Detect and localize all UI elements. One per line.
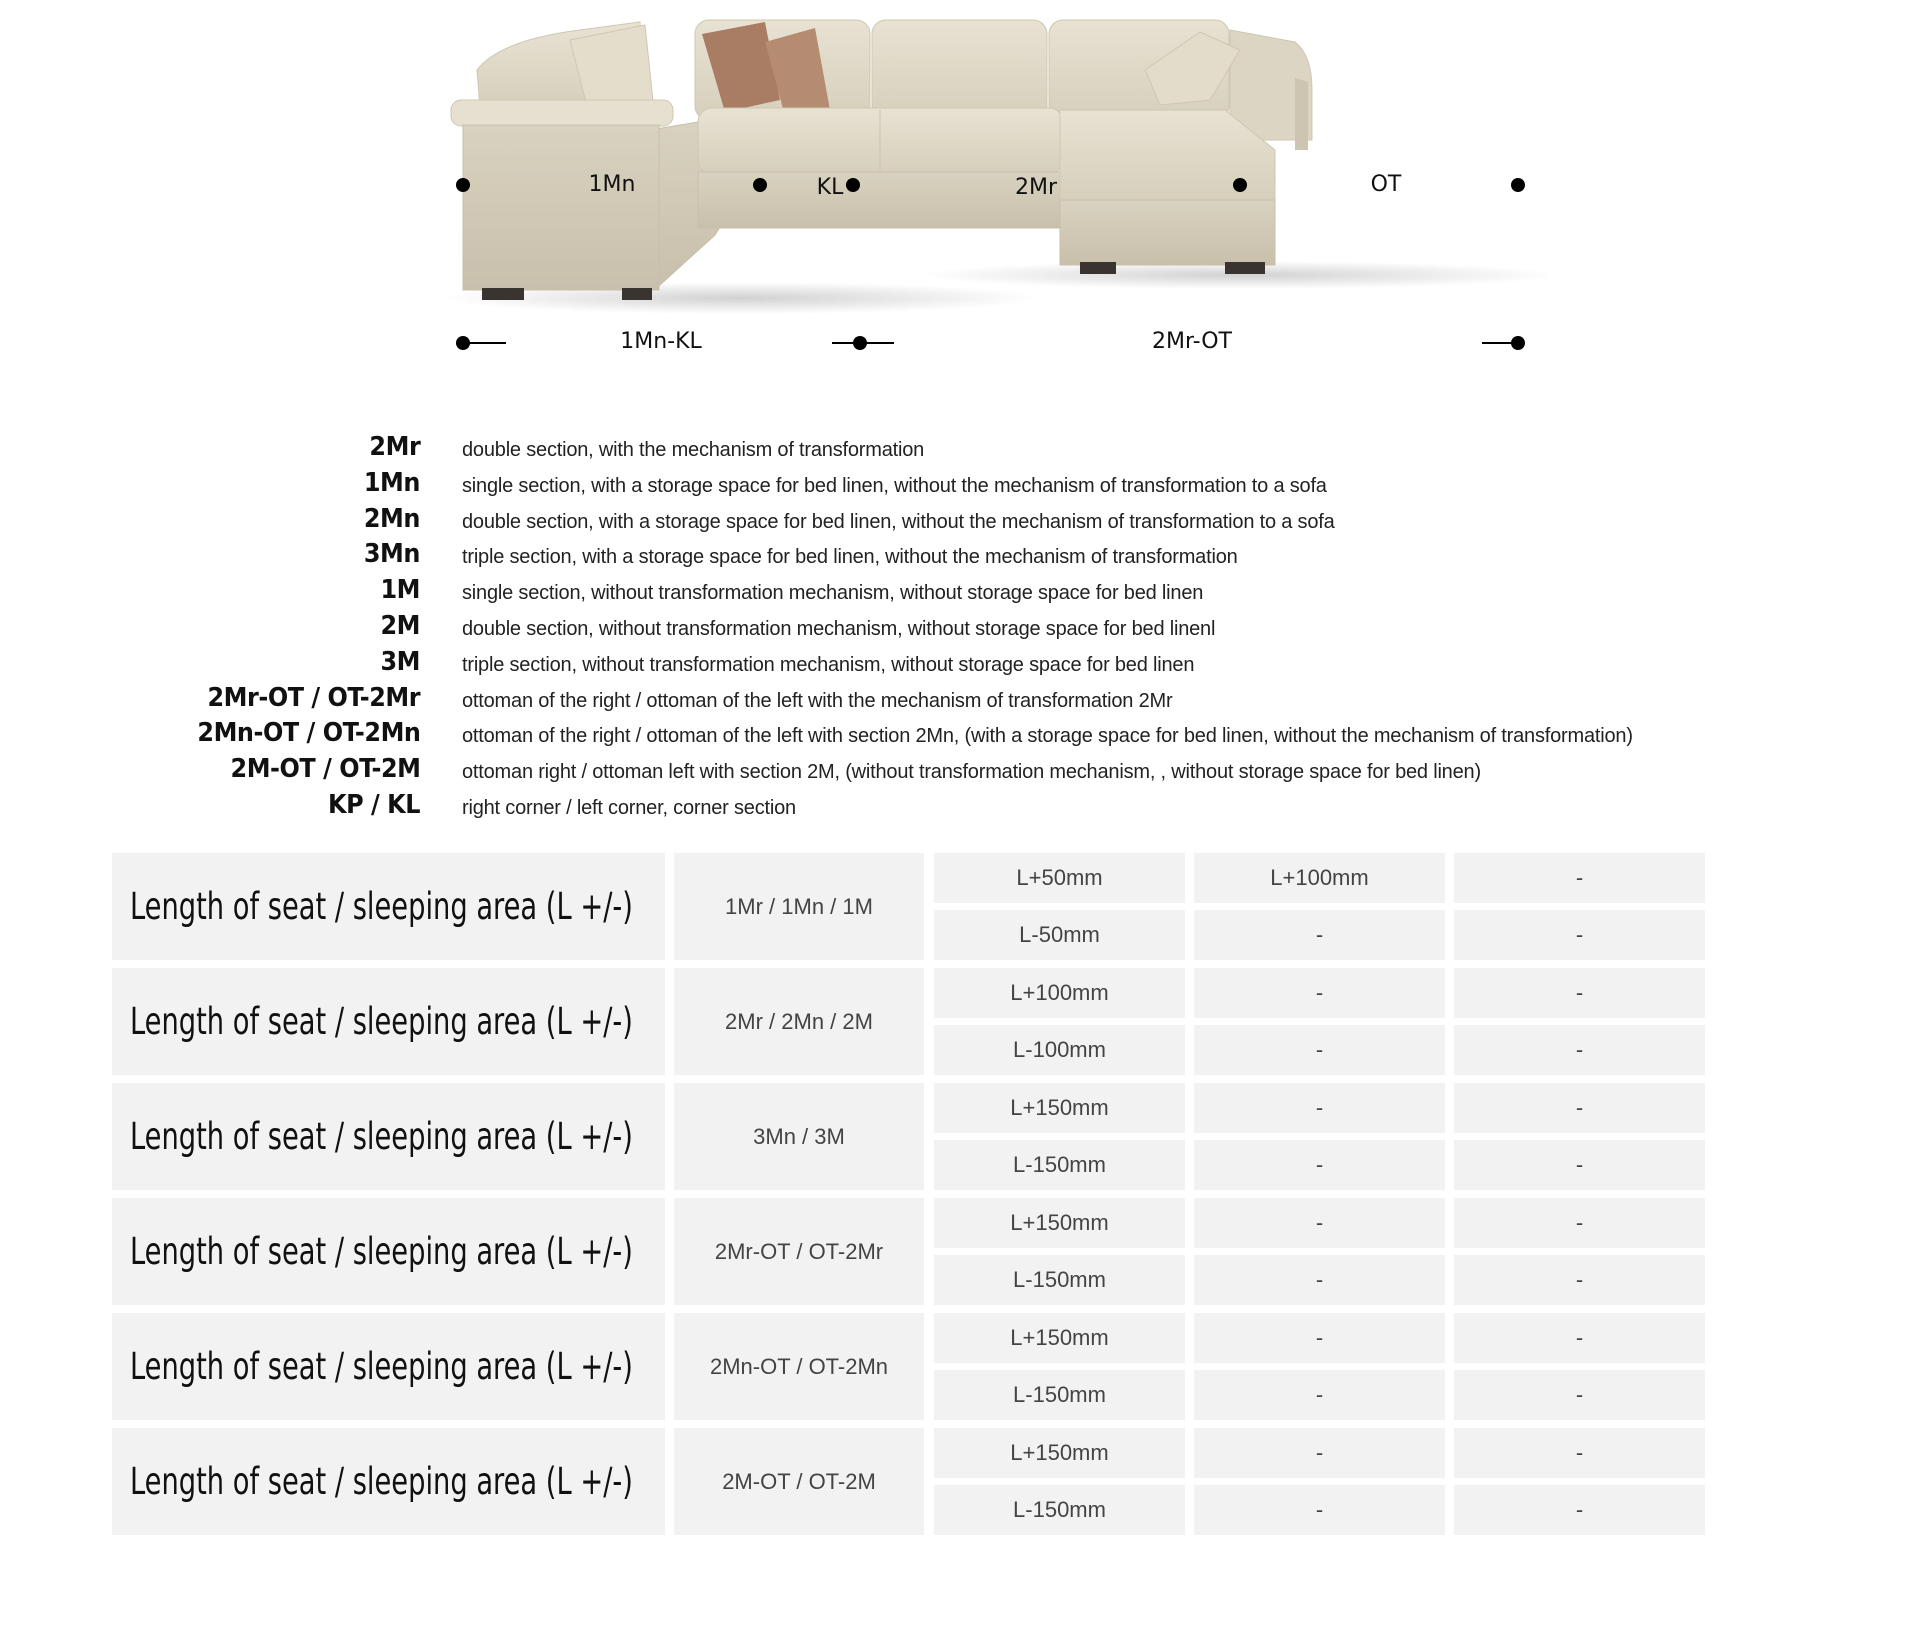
value-text: - xyxy=(1315,922,1324,947)
row-label: Length of seat / sleeping area (L +/-) xyxy=(130,885,633,928)
value-text: - xyxy=(1575,1267,1584,1292)
legend-row xyxy=(0,504,1910,540)
value-cell xyxy=(1454,1255,1705,1305)
value-cell xyxy=(1454,1025,1705,1075)
group-label-1mn-kl: 1Mn-KL xyxy=(620,329,702,354)
model-cell xyxy=(674,1313,924,1420)
value-text: L-150mm xyxy=(1013,1267,1106,1292)
model-cell xyxy=(674,1428,924,1535)
value-cell xyxy=(1194,1313,1445,1363)
value-cell xyxy=(1194,1485,1445,1535)
value-cell xyxy=(1454,1313,1705,1363)
value-text: L-150mm xyxy=(1013,1152,1106,1177)
model-cell xyxy=(674,1198,924,1305)
sofa-illustration xyxy=(440,0,1550,380)
model-codes: 3Mn / 3M xyxy=(753,1123,845,1149)
value-text: L+150mm xyxy=(1010,1095,1109,1120)
value-text: - xyxy=(1575,1382,1584,1407)
value-cell xyxy=(1454,1198,1705,1248)
legend-code: 2Mr-OT / OT-2Mr xyxy=(207,682,420,713)
value-text: - xyxy=(1575,1152,1584,1177)
row-label: Length of seat / sleeping area (L +/-) xyxy=(130,1460,633,1503)
value-cell xyxy=(934,1025,1185,1075)
section-label-1mn: 1Mn xyxy=(588,172,636,197)
value-text: L-100mm xyxy=(1013,1037,1106,1062)
model-codes: 2Mr-OT / OT-2Mr xyxy=(714,1238,884,1264)
legend-description: single section, without transformation mechanism, without storage space for bed linen xyxy=(462,582,1204,605)
legend-code: 3Mn xyxy=(363,539,420,570)
value-cell xyxy=(934,1140,1185,1190)
row-label: Length of seat / sleeping area (L +/-) xyxy=(130,1000,633,1043)
value-cell xyxy=(934,1313,1185,1363)
legend-description: triple section, without transformation mechanism, without storage space for bed linen xyxy=(462,653,1195,676)
value-cell xyxy=(934,1255,1185,1305)
value-cell xyxy=(1194,968,1445,1018)
value-cell xyxy=(1194,1255,1445,1305)
legend-code: 1Mn xyxy=(363,467,420,498)
value-cell xyxy=(1194,1140,1445,1190)
value-text: - xyxy=(1315,1267,1324,1292)
value-text: L+50mm xyxy=(1016,865,1103,890)
legend-code: 2M xyxy=(380,611,420,641)
value-cell xyxy=(934,1083,1185,1133)
value-text: - xyxy=(1575,980,1584,1005)
model-codes: 2M-OT / OT-2M xyxy=(722,1468,876,1494)
legend-row xyxy=(0,539,1910,575)
legend-description: right corner / left corner, corner section xyxy=(462,797,796,819)
legend-code: KP / KL xyxy=(327,790,420,820)
legend-code: 3M xyxy=(380,646,420,677)
table-row xyxy=(112,1198,1708,1305)
value-text: L-50mm xyxy=(1019,922,1100,947)
legend-code: 2M-OT / OT-2M xyxy=(230,754,420,785)
value-cell xyxy=(934,968,1185,1018)
model-cell xyxy=(674,853,924,960)
value-text: - xyxy=(1575,1095,1584,1120)
value-text: - xyxy=(1575,1037,1584,1062)
legend-row xyxy=(0,718,1910,754)
value-cell xyxy=(934,853,1185,903)
value-text: - xyxy=(1315,1037,1324,1062)
value-text: L-150mm xyxy=(1013,1497,1106,1522)
row-label-cell xyxy=(112,853,665,960)
value-cell xyxy=(1454,1083,1705,1133)
value-cell xyxy=(934,910,1185,960)
value-cell xyxy=(1194,1198,1445,1248)
legend-row xyxy=(0,754,1910,790)
value-text: L+100mm xyxy=(1010,980,1109,1005)
value-text: - xyxy=(1315,1440,1324,1465)
value-cell xyxy=(934,1370,1185,1420)
row-label-cell xyxy=(112,1313,665,1420)
value-cell xyxy=(1194,853,1445,903)
value-cell xyxy=(1454,1140,1705,1190)
section-label-kl: KL xyxy=(816,175,844,200)
value-text: L+150mm xyxy=(1010,1210,1109,1235)
value-cell xyxy=(934,1428,1185,1478)
value-cell xyxy=(1454,1485,1705,1535)
value-text: - xyxy=(1575,1325,1584,1350)
value-text: L-150mm xyxy=(1013,1382,1106,1407)
row-label-cell xyxy=(112,1428,665,1535)
table-row xyxy=(112,853,1708,960)
row-label-cell xyxy=(112,968,665,1075)
value-text: - xyxy=(1315,980,1324,1005)
value-text: L+100mm xyxy=(1270,865,1369,890)
table-row xyxy=(112,1083,1708,1190)
value-cell xyxy=(1194,910,1445,960)
table-row xyxy=(112,1313,1708,1420)
row-label: Length of seat / sleeping area (L +/-) xyxy=(130,1115,633,1158)
value-text: - xyxy=(1315,1210,1324,1235)
legend-code: 2Mn xyxy=(363,503,420,534)
legend-row xyxy=(0,468,1910,504)
legend-description: ottoman of the right / ottoman of the left with the mechanism of transformation 2Mr xyxy=(462,689,1173,712)
value-cell xyxy=(1194,1428,1445,1478)
row-label-cell xyxy=(112,1083,665,1190)
legend-description: ottoman of the right / ottoman of the left with section 2Mn, (with a storage space for bed linen, without the mechanism of transformation) xyxy=(462,725,1633,748)
row-label-cell xyxy=(112,1198,665,1305)
value-cell xyxy=(1454,853,1705,903)
value-text: L+150mm xyxy=(1010,1325,1109,1350)
legend-code: 2Mr xyxy=(369,432,420,462)
value-text: - xyxy=(1575,1440,1584,1465)
legend-description: double section, with the mechanism of transformation xyxy=(462,439,925,461)
value-cell xyxy=(1454,910,1705,960)
value-text: - xyxy=(1315,1152,1324,1177)
row-label: Length of seat / sleeping area (L +/-) xyxy=(130,1345,633,1388)
group-label-2mr-ot: 2Mr-OT xyxy=(1152,329,1232,354)
legend-row xyxy=(0,432,1910,468)
section-label-ot: OT xyxy=(1370,172,1402,197)
row-label: Length of seat / sleeping area (L +/-) xyxy=(130,1230,633,1273)
model-codes: 2Mn-OT / OT-2Mn xyxy=(709,1353,889,1379)
legend-description: single section, with a storage space for bed linen, without the mechanism of transformation to a sofa xyxy=(462,474,1327,497)
value-cell xyxy=(1454,968,1705,1018)
legend-description: ottoman right / ottoman left with section 2M, (without transformation mechanism, , without storage space for bed linen) xyxy=(462,761,1481,784)
model-codes: 2Mr / 2Mn / 2M xyxy=(725,1008,873,1034)
value-cell xyxy=(1194,1370,1445,1420)
model-cell xyxy=(674,1083,924,1190)
legend-code: 1M xyxy=(380,575,420,606)
legend-row xyxy=(0,575,1910,611)
table-row xyxy=(112,1428,1708,1535)
table-row xyxy=(112,968,1708,1075)
value-cell xyxy=(934,1485,1185,1535)
value-cell xyxy=(1194,1025,1445,1075)
model-cell xyxy=(674,968,924,1075)
legend-row xyxy=(0,790,1910,826)
model-codes: 1Mr / 1Mn / 1M xyxy=(725,893,873,919)
value-text: - xyxy=(1315,1497,1324,1522)
legend-row xyxy=(0,611,1910,647)
value-text: L+150mm xyxy=(1010,1440,1109,1465)
value-cell xyxy=(1454,1428,1705,1478)
value-text: - xyxy=(1575,865,1584,890)
value-cell xyxy=(934,1198,1185,1248)
value-text: - xyxy=(1315,1095,1324,1120)
legend-row xyxy=(0,683,1910,719)
legend-row xyxy=(0,647,1910,683)
value-text: - xyxy=(1315,1382,1324,1407)
legend-description: double section, without transformation mechanism, without storage space for bed linenl xyxy=(462,618,1216,640)
value-text: - xyxy=(1315,1325,1324,1350)
legend-code: 2Mn-OT / OT-2Mn xyxy=(196,718,420,749)
value-cell xyxy=(1194,1083,1445,1133)
value-cell xyxy=(1454,1370,1705,1420)
section-label-2mr: 2Mr xyxy=(1014,175,1058,200)
value-text: - xyxy=(1575,1210,1584,1235)
value-text: - xyxy=(1575,922,1584,947)
legend-description: double section, with a storage space for bed linen, without the mechanism of transformation to a sofa xyxy=(462,510,1335,533)
legend-description: triple section, with a storage space for bed linen, without the mechanism of transformation xyxy=(462,546,1238,569)
value-text: - xyxy=(1575,1497,1584,1522)
